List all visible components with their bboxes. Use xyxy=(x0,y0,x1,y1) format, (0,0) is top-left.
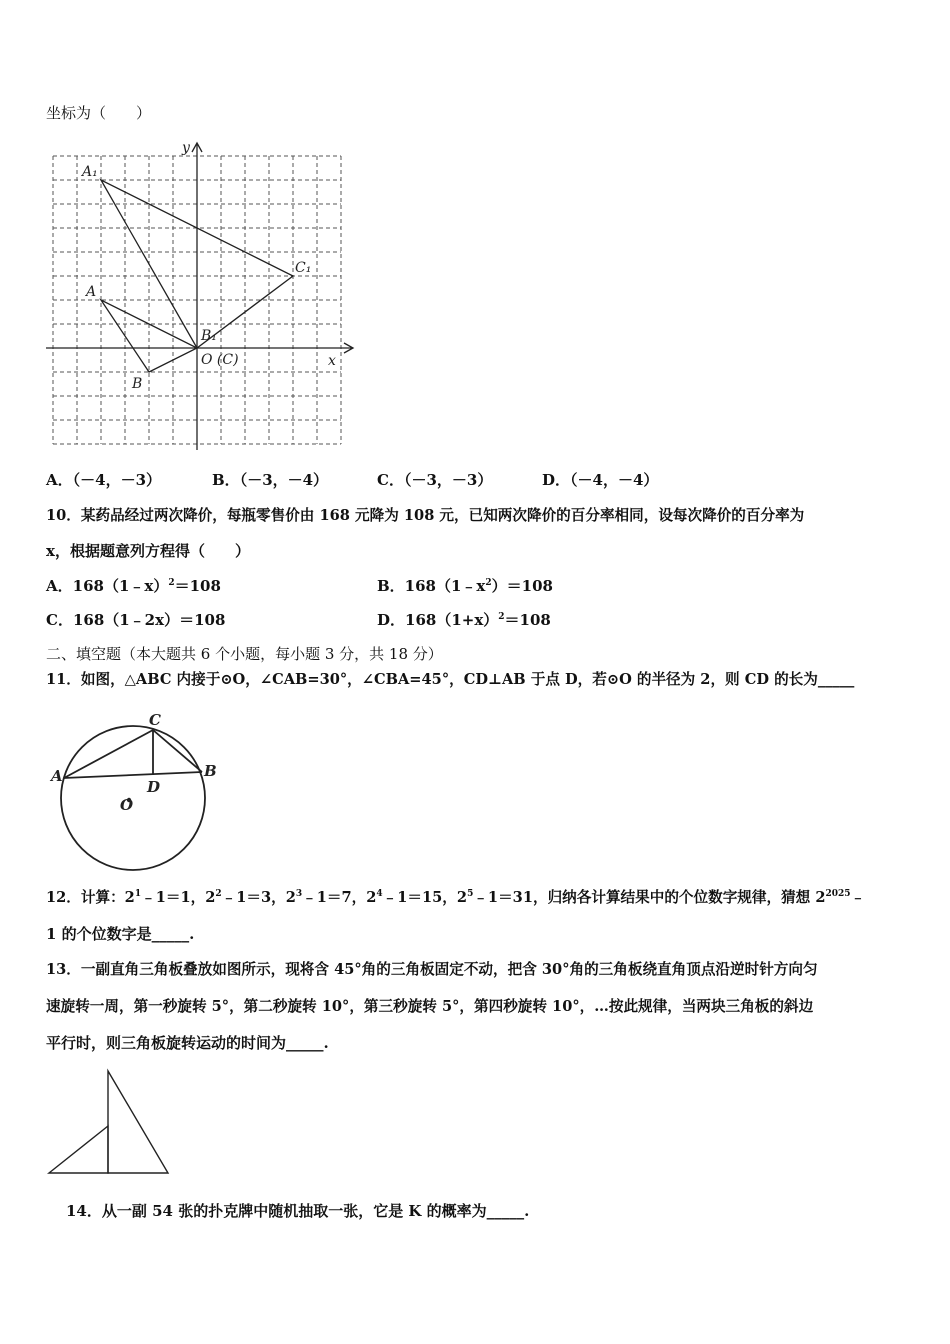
q13-stem-line3: 平行时，则三角板旋转运动的时间为_____. xyxy=(46,1034,329,1052)
label-a: A xyxy=(51,767,63,785)
q12-stem-line1: 12．计算：$2^1﹣1=1$，$2^2﹣1=3$，$2^3﹣1=7$，$2^4﹣1=15$，$2^5﹣1=31$，归纳各计算结果中的个位数字规律，猜想 $2^{2025}﹣$ xyxy=(46,889,866,906)
label-y-axis: y xyxy=(182,140,190,156)
q10-stem-line1: 10．某药品经过两次降价，每瓶零售价由 168 元降为 108 元，已知两次降价的百分率相同，设每次降价的百分率为 xyxy=(46,507,805,524)
label-a: A xyxy=(86,284,97,300)
segment-ac xyxy=(64,730,153,778)
q11-circle-figure xyxy=(46,708,236,868)
segment-bc xyxy=(153,730,202,772)
q13-stem-line2: 速旋转一周，第一秒旋转 5°，第二秒旋转 10°，第三秒旋转 5°，第四秒旋转 10°，…按此规律，当两块三角板的斜边 xyxy=(46,998,814,1015)
q14-stem: 14．从一副 54 张的扑克牌中随机抽取一张，它是 K 的概率为_____. xyxy=(66,1202,530,1220)
label-c: C xyxy=(149,711,161,729)
section-2-heading: 二、填空题（本大题共 6 个小题，每小题 3 分，共 18 分） xyxy=(46,645,443,663)
label-o: O xyxy=(120,796,134,814)
q9-stem-tail: 坐标为（ ） xyxy=(46,104,152,122)
label-b1: B₁ xyxy=(201,328,217,344)
label-d: D xyxy=(147,778,161,796)
q13-triangle-figure xyxy=(46,1068,172,1178)
q9-option-a: A．（－4，－3） xyxy=(46,471,162,489)
label-x-axis: x xyxy=(328,353,336,369)
q10-option-c: C．168（1﹣2x）＝108 xyxy=(46,611,226,629)
triangle-45-degree xyxy=(49,1126,108,1173)
q10-stem-line2: x，根据题意列方程得（ ） xyxy=(46,542,250,560)
q10-option-d: D．$168(1+x)^2=108$ xyxy=(377,611,551,629)
q12-stem-line2: 1 的个位数字是_____. xyxy=(46,925,195,943)
q10-option-b: B．$168(1﹣x^2)=108$ xyxy=(377,577,553,595)
triangle-30-degree xyxy=(108,1071,168,1173)
label-b: B xyxy=(132,376,143,392)
label-b: B xyxy=(204,762,217,780)
q13-stem-line1: 13．一副直角三角板叠放如图所示，现将含 45°角的三角板固定不动，把含 30°角的三角板绕直角顶点沿逆时针方向匀 xyxy=(46,961,818,978)
q9-option-b: B．（－3，－4） xyxy=(212,471,329,489)
q10-option-a: A．168（1﹣x）$^2$＝108 xyxy=(46,577,221,595)
q9-option-d: D．（－4，－4） xyxy=(542,471,659,489)
q9-coordinate-figure xyxy=(40,138,360,450)
label-c1: C₁ xyxy=(295,260,312,276)
label-o-c: O (C) xyxy=(201,352,239,368)
segment-ab xyxy=(64,772,202,778)
label-a1: A₁ xyxy=(82,164,98,180)
q11-stem: 11．如图，△ABC 内接于⊙O，∠CAB=30°，∠CBA=45°，CD⊥AB 于点 D，若⊙O 的半径为 2，则 CD 的长为_____ xyxy=(46,671,855,688)
q9-option-c: C．（－3，－3） xyxy=(377,471,493,489)
